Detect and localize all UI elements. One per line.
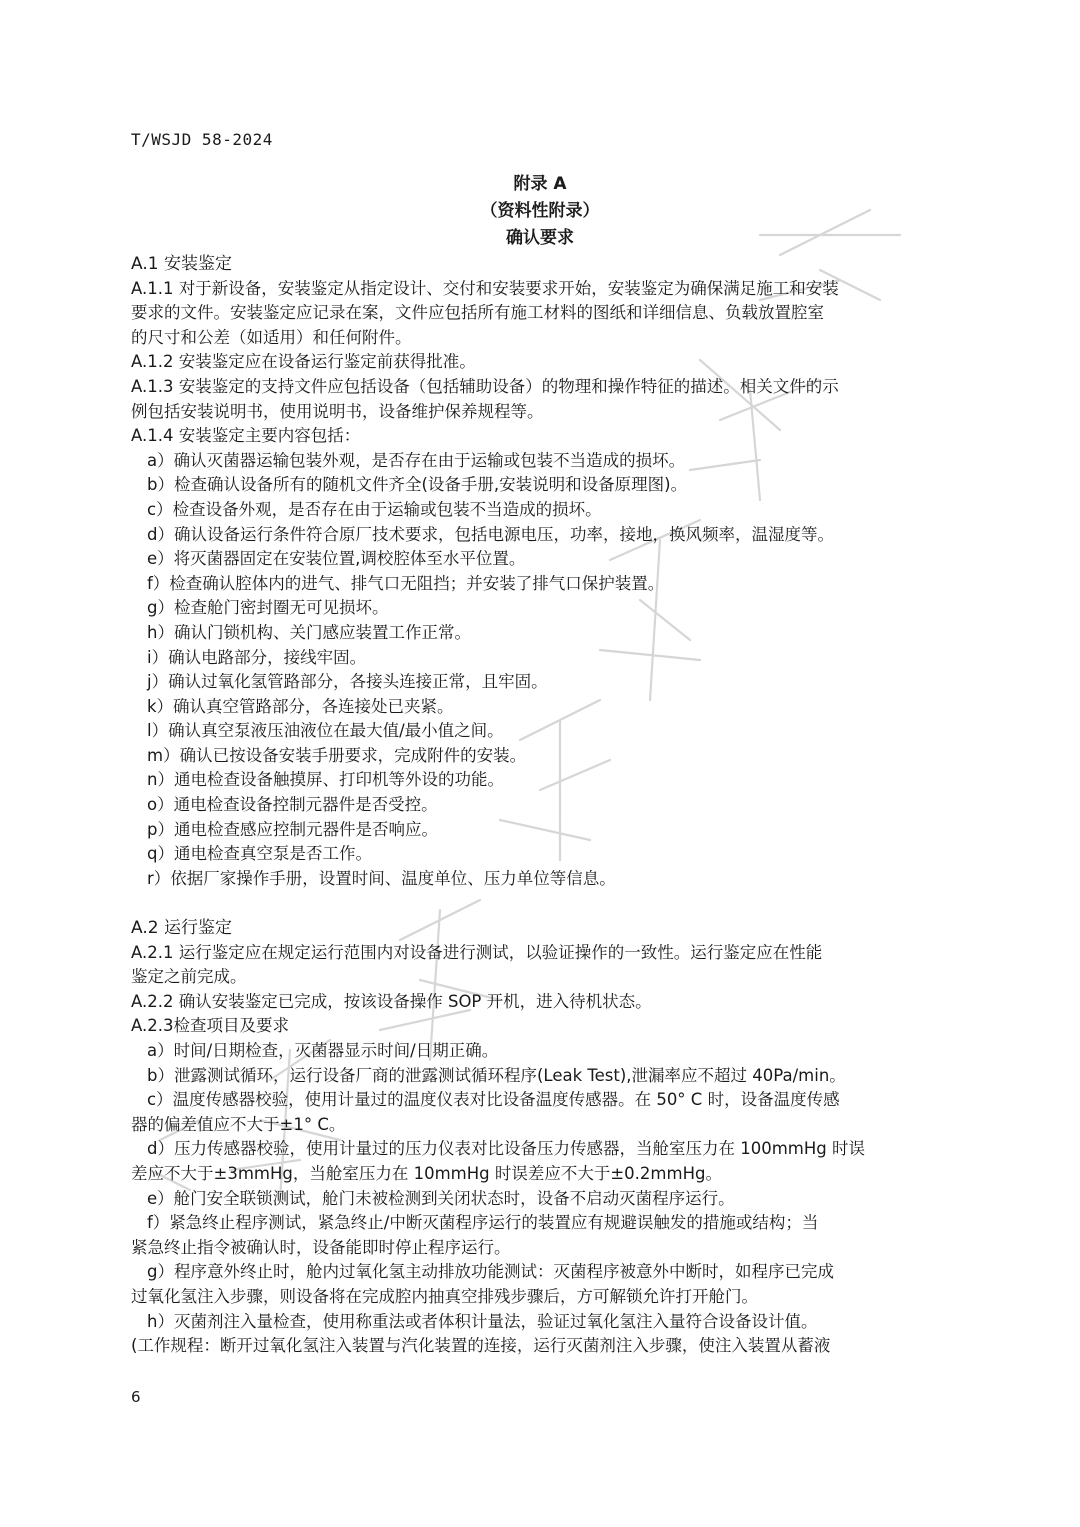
- list-item: a）时间/日期检查，灭菌器显示时间/日期正确。: [147, 1041, 499, 1060]
- paragraph-a14: A.1.4 安装鉴定主要内容包括：: [131, 426, 361, 446]
- list-item: d）压力传感器校验，使用计量过的压力仪表对比设备压力传感器，当舱室压力在 100mmHg 时误: [147, 1139, 865, 1159]
- appendix-heading: 确认要求: [506, 228, 574, 248]
- list-item-continuation: 差应不大于±3mmHg，当舱室压力在 10mmHg 时误差应不大于±0.2mmHg。: [131, 1163, 722, 1183]
- list-item: m）确认已按设备安装手册要求，完成附件的安装。: [147, 745, 527, 765]
- paragraph-a11-line2: 要求的文件。安装鉴定应记录在案，文件应包括所有施工材料的图纸和详细信息、负载放置腔室: [131, 303, 824, 323]
- list-item: g）程序意外终止时，舱内过氧化氢主动排放功能测试：灭菌程序被意外中断时，如程序已完成: [147, 1262, 834, 1282]
- list-item: e）将灭菌器固定在安装位置,调校腔体至水平位置。: [147, 549, 526, 569]
- list-item: b）泄露测试循环，运行设备厂商的泄露测试循环程序(Leak Test),泄漏率应不超过 40Pa/min。: [147, 1065, 846, 1085]
- document-body: [131, 252, 953, 1359]
- page-number: 6: [131, 1388, 141, 1406]
- list-item: f）检查确认腔体内的进气、排气口无阻挡；并安装了排气口保护装置。: [147, 573, 665, 593]
- list-item-continuation: 紧急终止指令被确认时，设备能即时停止程序运行。: [131, 1237, 511, 1257]
- paragraph-a13-line2: 例包括安装说明书，使用说明书，设备维护保养规程等。: [131, 401, 544, 421]
- appendix-type: （资料性附录）: [480, 201, 600, 221]
- list-item: r）依据厂家操作手册，设置时间、温度单位、压力单位等信息。: [147, 868, 616, 888]
- list-item: k）确认真空管路部分，各连接处已夹紧。: [147, 696, 454, 716]
- list-item-continuation: 器的偏差值应不大于±1° C。: [131, 1114, 346, 1134]
- list-item: a）确认灭菌器运输包装外观，是否存在由于运输或包装不当造成的损坏。: [147, 450, 686, 470]
- list-item: n）通电检查设备触摸屏、打印机等外设的功能。: [147, 770, 504, 790]
- list-item: f）紧急终止程序测试，紧急终止/中断灭菌程序运行的装置应有规避误触发的措施或结构；当: [147, 1213, 819, 1233]
- paragraph-a11-line1: A.1.1 对于新设备，安装鉴定从指定设计、交付和安装要求开始，安装鉴定为确保满足施工和安装: [131, 278, 839, 298]
- section-heading-a1: A.1 安装鉴定: [131, 254, 232, 274]
- list-item: b）检查确认设备所有的随机文件齐全(设备手册,安装说明和设备原理图)。: [147, 475, 688, 495]
- list-item: h）灭菌剂注入量检查，使用称重法或者体积计量法，验证过氧化氢注入量符合设备设计值。: [147, 1311, 818, 1331]
- list-item: q）通电检查真空泵是否工作。: [147, 844, 372, 864]
- list-item: h）确认门锁机构、关门感应装置工作正常。: [147, 622, 471, 642]
- paragraph-a21-line2: 鉴定之前完成。: [131, 967, 247, 987]
- title-block: [0, 171, 1080, 252]
- paragraph-a22: A.2.2 确认安装鉴定已完成，按该设备操作 SOP 开机，进入待机状态。: [131, 991, 652, 1011]
- list-item-continuation: (工作规程：断开过氧化氢注入装置与汽化装置的连接，运行灭菌剂注入步骤，使注入装置从蓄液: [131, 1336, 831, 1356]
- section-heading-a2: A.2 运行鉴定: [131, 918, 232, 939]
- section-gap: [131, 891, 953, 916]
- list-item: i）确认电路部分，接线牢固。: [147, 647, 367, 667]
- paragraph-a13-line1: A.1.3 安装鉴定的支持文件应包括设备（包括辅助设备）的物理和操作特征的描述。相关文件的示: [131, 376, 839, 396]
- list-item: p）通电检查感应控制元器件是否响应。: [147, 819, 438, 839]
- list-item: d）确认设备运行条件符合原厂技术要求，包括电源电压，功率，接地，换风频率，温湿度等。: [147, 524, 834, 544]
- list-item: g）检查舱门密封圈无可见损坏。: [147, 598, 389, 618]
- list-item: e）舱门安全联锁测试，舱门未被检测到关闭状态时，设备不启动灭菌程序运行。: [147, 1188, 735, 1208]
- list-item: c）检查设备外观，是否存在由于运输或包装不当造成的损坏。: [147, 499, 602, 519]
- list-item: j）确认过氧化氢管路部分，各接头连接正常，且牢固。: [147, 672, 548, 692]
- paragraph-a21-line1: A.2.1 运行鉴定应在规定运行范围内对设备进行测试，以验证操作的一致性。运行鉴定应在性能: [131, 942, 823, 962]
- paragraph-a23: A.2.3检查项目及要求: [131, 1016, 289, 1036]
- list-item: o）通电检查设备控制元器件是否受控。: [147, 795, 438, 815]
- list-item: c）温度传感器校验，使用计量过的温度仪表对比设备温度传感器。在 50° C 时，设备温度传感: [147, 1090, 840, 1110]
- list-item-continuation: 过氧化氢注入步骤，则设备将在完成腔内抽真空排残步骤后，方可解锁允许打开舱门。: [131, 1286, 758, 1306]
- paragraph-a11-line3: 的尺寸和公差（如适用）和任何附件。: [131, 327, 412, 347]
- paragraph-a12: A.1.2 安装鉴定应在设备运行鉴定前获得批准。: [131, 352, 476, 372]
- list-item: l）确认真空泵液压油液位在最大值/最小值之间。: [147, 721, 504, 741]
- document-code: T/WSJD 58-2024: [131, 130, 273, 149]
- appendix-label: 附录 A: [513, 174, 567, 194]
